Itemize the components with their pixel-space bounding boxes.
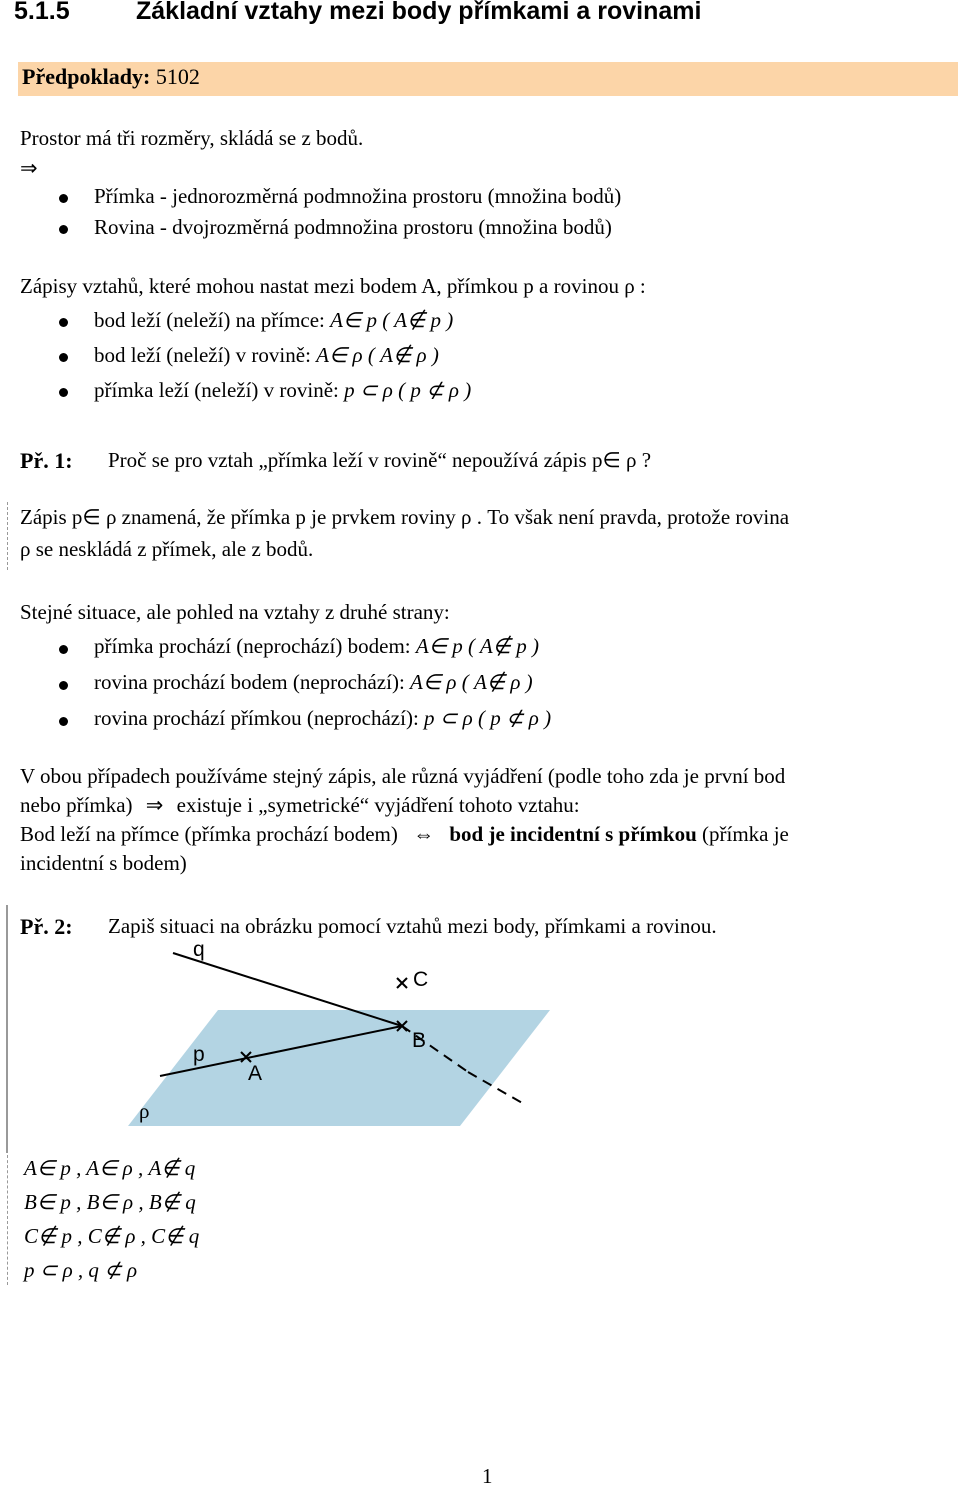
plane-rho <box>128 1010 550 1126</box>
symmetry-text: Bod leží na přímce (přímka prochází bodem) <box>20 822 398 846</box>
symmetry-line: V obou případech používáme stejný zápis, ale různá vyjádření (podle toho zda je první bod <box>20 764 786 788</box>
other-side-heading: Stejné situace, ale pohled na vztahy z druhé strany: <box>20 600 450 624</box>
intro-bullet: Rovina - dvojrozměrná podmnožina prostoru (množina bodů) <box>94 215 612 239</box>
example1-label: Př. 1: <box>20 448 73 473</box>
relation-text: bod leží (neleží) v rovině: <box>94 343 311 367</box>
implies-arrow: ⇒ <box>145 793 164 817</box>
solution-line: A∈ p , A∈ ρ , A∉ q <box>24 1156 196 1180</box>
other-side-text: rovina prochází přímkou (neprochází): <box>94 706 419 730</box>
solution-line: p ⊂ ρ , q ⊄ ρ <box>24 1258 138 1282</box>
point-c-cross <box>397 978 407 988</box>
label-rho: ρ <box>139 1099 150 1123</box>
other-side-text: přímka prochází (neprochází) bodem: <box>94 634 411 658</box>
prerequisites-label: Předpoklady: <box>22 64 151 89</box>
other-side-formula: A∈ ρ ( A∉ ρ ) <box>410 670 533 694</box>
incidence-term: bod je incidentní s přímkou <box>449 822 697 846</box>
page-number: 1 <box>482 1464 493 1488</box>
relation-formula: p ⊂ ρ ( p ⊄ ρ ) <box>344 378 472 402</box>
example1-answer: Zápis p∈ ρ znamená, že přímka p je prvkem roviny ρ . To však není pravda, protože rovina <box>20 505 790 529</box>
label-c: C <box>413 968 429 991</box>
example1-question: Proč se pro vztah „přímka leží v rovině“ nepoužívá zápis p∈ ρ ? <box>108 448 652 472</box>
implies-arrow: ⇒ <box>20 156 38 180</box>
symmetry-text: existuje i „symetrické“ vyjádření tohoto vztahu: <box>176 793 580 817</box>
example2-label: Př. 2: <box>20 914 73 939</box>
example2-task: Zapiš situaci na obrázku pomocí vztahů mezi body, přímkami a rovinou. <box>108 914 717 938</box>
solution-line: C∉ p , C∉ ρ , C∉ q <box>24 1224 200 1248</box>
symmetry-line: incidentní s bodem) <box>20 851 187 875</box>
label-q: q <box>193 938 205 961</box>
intro-line: Prostor má tři rozměry, skládá se z bodů. <box>20 126 364 150</box>
other-side-formula: A∈ p ( A∉ p ) <box>415 634 539 658</box>
label-a: A <box>248 1062 263 1085</box>
label-p: p <box>193 1043 205 1066</box>
intro-bullet: Přímka - jednorozměrná podmnožina prostoru (množina bodů) <box>94 184 622 208</box>
solution-line: B∈ p , B∈ ρ , B∉ q <box>24 1190 196 1214</box>
example1-answer: ρ se neskládá z přímek, ale z bodů. <box>20 537 314 561</box>
relation-text: bod leží (neleží) na přímce: <box>94 308 325 332</box>
relations-heading: Zápisy vztahů, které mohou nastat mezi bodem A, přímkou p a rovinou ρ : <box>20 274 646 298</box>
equivalence-arrow: ⇔ <box>413 822 435 846</box>
page-title: Základní vztahy mezi body přímkami a rovinami <box>136 0 702 25</box>
relation-formula: A∈ ρ ( A∉ ρ ) <box>316 343 439 367</box>
relation-formula: A∈ p ( A∉ p ) <box>330 308 454 332</box>
relation-text: přímka leží (neleží) v rovině: <box>94 378 339 402</box>
symmetry-text: nebo přímka) <box>20 793 133 817</box>
symmetry-text: (přímka je <box>702 822 789 846</box>
section-number: 5.1.5 <box>14 0 70 25</box>
other-side-formula: p ⊂ ρ ( p ⊄ ρ ) <box>424 706 552 730</box>
prerequisites-value: 5102 <box>155 64 200 89</box>
other-side-text: rovina prochází bodem (neprochází): <box>94 670 405 694</box>
label-b: B <box>412 1029 427 1052</box>
